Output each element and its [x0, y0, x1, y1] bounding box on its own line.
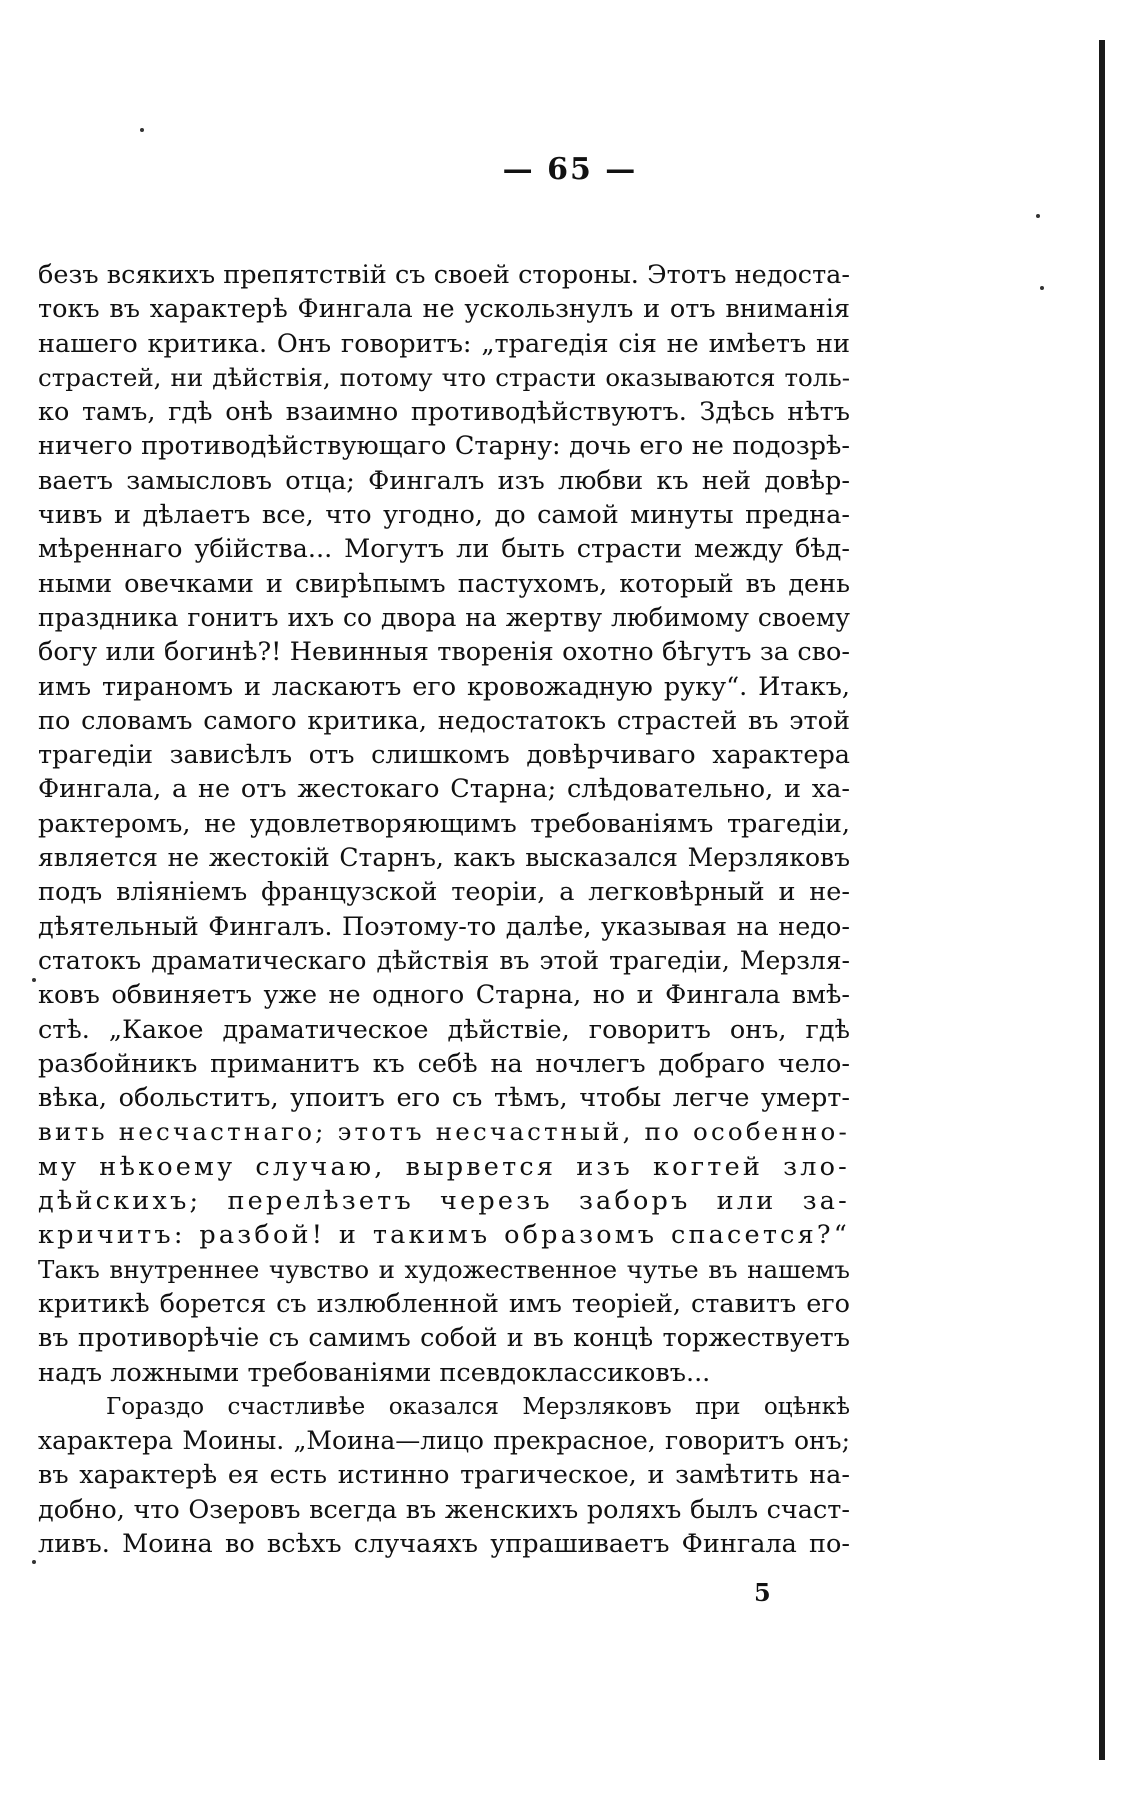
text-line-spaced: кричитъ: разбой! и такимъ образомъ спасется?“ [38, 1220, 850, 1251]
text-line: ковъ обвиняетъ уже не одного Старна, но и Фингала вмѣ- [38, 980, 850, 1011]
text-line: ными овечками и свирѣпымъ пастухомъ, который въ день [38, 568, 850, 599]
text-line: страстей, ни дѣйствія, потому что страсти оказываются толь- [38, 362, 850, 392]
text-line-spaced: дѣйскихъ; перелѣзетъ черезъ заборъ или за- [38, 1186, 850, 1217]
text-line: ко тамъ, гдѣ онѣ взаимно противодѣйствуютъ. Здѣсь нѣтъ [38, 397, 850, 428]
text-line-spaced: му нѣкоему случаю, вырвется изъ когтей зло- [38, 1151, 850, 1182]
text-line: токъ въ характерѣ Фингала не ускользнулъ и отъ вниманія [38, 294, 850, 325]
text-line-spaced: вить несчастнаго; этотъ несчастный, по особенно- [38, 1117, 850, 1147]
text-line: характера Моины. „Моина—лицо прекрасное, говоритъ онъ; [38, 1426, 850, 1456]
text-line: вѣка, обольститъ, упоитъ его съ тѣмъ, чтобы легче умерт- [38, 1083, 850, 1114]
text-line: является не жестокій Старнъ, какъ высказался Мерзляковъ [38, 843, 850, 873]
text-line: чивъ и дѣлаетъ все, что угодно, до самой минуты предна- [38, 500, 850, 531]
text-line: ничего противодѣйствующаго Старну: дочь его не подозрѣ- [38, 431, 850, 462]
text-line: стѣ. „Какое драматическое дѣйствіе, говоритъ онъ, гдѣ [38, 1014, 850, 1045]
text-line: ваетъ замысловъ отца; Фингалъ изъ любви къ ней довѣр- [38, 465, 850, 496]
signature-mark: 5 [754, 1578, 771, 1607]
text-line: безъ всякихъ препятствій съ своей стороны. Этотъ недоста- [38, 260, 850, 290]
page-number: — 65 — [502, 152, 638, 187]
margin-scan-line [1099, 40, 1105, 1760]
scan-speck [1036, 214, 1040, 218]
text-line: надъ ложными требованіями псевдоклассиковъ... [38, 1357, 711, 1388]
scan-speck [32, 1560, 36, 1564]
text-line: добно, что Озеровъ всегда въ женскихъ роляхъ былъ счаст- [38, 1494, 850, 1525]
text-line: статокъ драматическаго дѣйствія въ этой трагедіи, Мерзля- [38, 945, 850, 975]
text-line: критикѣ борется съ излюбленной имъ теоріей, ставитъ его [38, 1288, 850, 1319]
text-line: мѣреннаго убійства... Могутъ ли быть страсти между бѣд- [38, 534, 850, 565]
scan-speck [32, 978, 36, 982]
scan-speck [140, 128, 144, 132]
body-text [38, 258, 850, 1561]
text-line: ливъ. Моина во всѣхъ случаяхъ упрашиваетъ Фингала по- [38, 1528, 850, 1559]
text-line: дѣятельный Фингалъ. Поэтому-то далѣе, указывая на недо- [38, 911, 850, 942]
text-line: въ противорѣчіе съ самимъ собой и въ концѣ торжествуетъ [38, 1323, 850, 1354]
text-line: нашего критика. Онъ говоритъ: „трагедія сія не имѣетъ ни [38, 328, 850, 359]
text-line: богу или богинѣ?! Невинныя творенія охотно бѣгутъ за сво- [38, 637, 850, 668]
text-line: разбойникъ приманитъ къ себѣ на ночлегъ добраго чело- [38, 1048, 850, 1079]
text-line: трагедіи зависѣлъ отъ слишкомъ довѣрчиваго характера [38, 740, 850, 771]
text-line: праздника гонитъ ихъ со двора на жертву любимому своему [38, 602, 850, 632]
text-line: въ характерѣ ея есть истинно трагическое, и замѣтить на- [38, 1460, 850, 1491]
scan-speck [1040, 286, 1044, 290]
text-line: Такъ внутреннее чувство и художественное чутье въ нашемъ [38, 1254, 850, 1284]
text-line: Фингала, а не отъ жестокаго Старна; слѣдовательно, и ха- [38, 774, 850, 805]
paragraph-first-line: Гораздо счастливѣе оказался Мерзляковъ при оцѣнкѣ [106, 1393, 850, 1420]
text-line: подъ вліяніемъ французской теоріи, а легковѣрный и не- [38, 877, 850, 908]
text-line: имъ тираномъ и ласкаютъ его кровожадную руку“. Итакъ, [38, 671, 850, 702]
text-line: по словамъ самого критика, недостатокъ страстей въ этой [38, 705, 850, 736]
text-line: рактеромъ, не удовлетворяющимъ требованіямъ трагедіи, [38, 808, 850, 839]
